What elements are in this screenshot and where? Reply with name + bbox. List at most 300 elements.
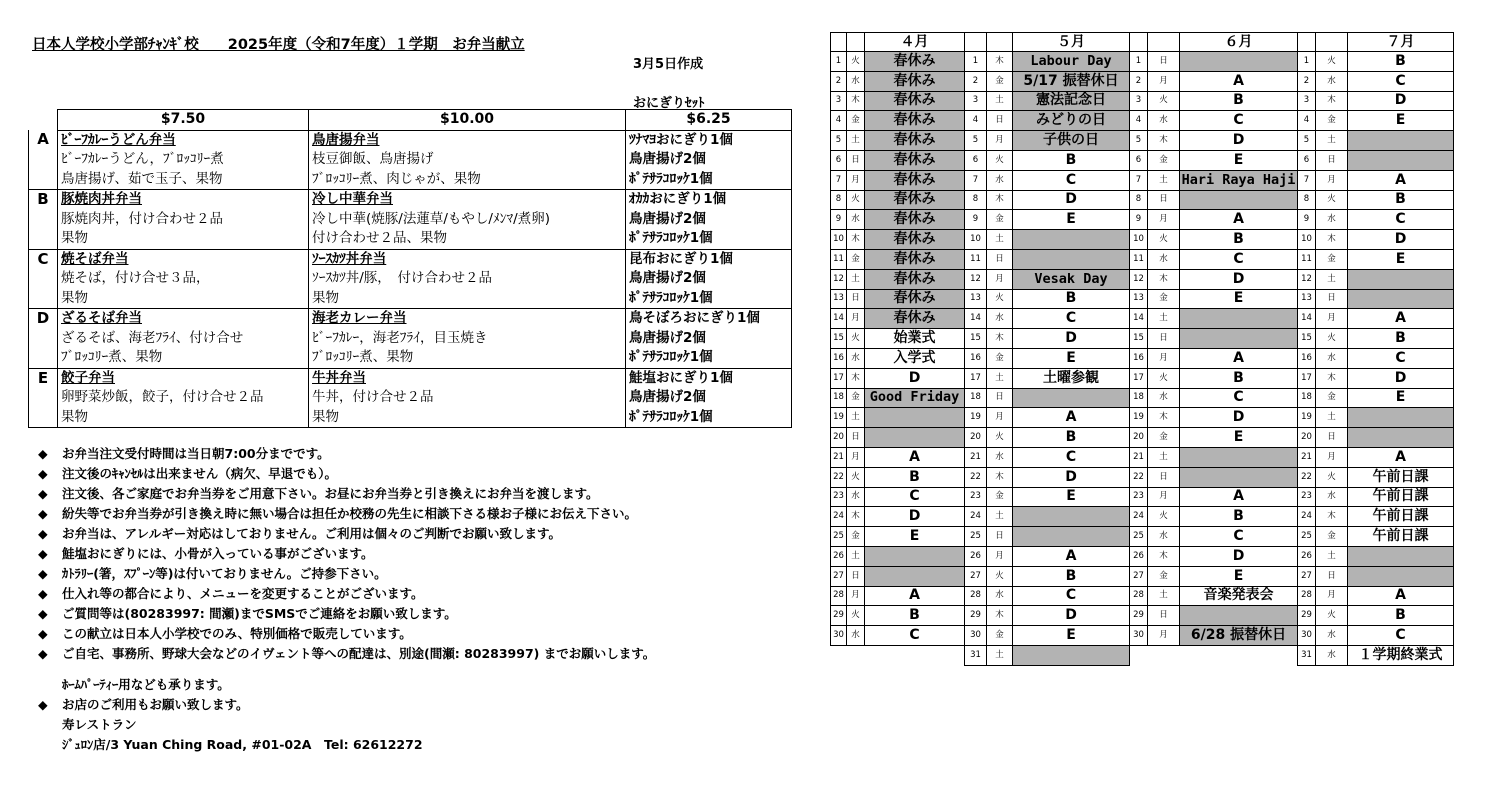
- day-number: 1: [1130, 52, 1148, 72]
- weekday: 火: [1148, 507, 1180, 527]
- day-number: 13: [1130, 289, 1148, 309]
- weekday: 火: [987, 289, 1013, 309]
- day-menu: 始業式: [865, 329, 965, 349]
- day-number: 17: [1298, 368, 1316, 388]
- day-menu: A: [1180, 210, 1298, 230]
- day-menu: [1013, 230, 1130, 250]
- notes-list: [38, 444, 655, 664]
- footer: [38, 675, 423, 755]
- day-number: 13: [1298, 289, 1316, 309]
- weekday: 木: [987, 190, 1013, 210]
- note-text: ご質問等は(80283997: 間瀬)までSMSでご連絡をお願い致します。: [62, 606, 457, 621]
- day-menu: [1013, 527, 1130, 547]
- weekday: 金: [987, 348, 1013, 368]
- day-menu: B: [1180, 507, 1298, 527]
- weekday: 日: [1316, 566, 1348, 586]
- menu-row: [29, 190, 792, 210]
- weekday: 水: [1148, 527, 1180, 547]
- weekday: 木: [1148, 546, 1180, 566]
- onigiri-item: 鳥唐揚げ2個: [626, 388, 792, 408]
- day-number: 29: [1130, 606, 1148, 626]
- weekday: 日: [987, 527, 1013, 547]
- onigiri-item: 鳥唐揚げ2個: [626, 150, 792, 170]
- day-menu: C: [1180, 249, 1298, 269]
- day-number: 15: [831, 329, 847, 349]
- menu-row: [29, 249, 792, 269]
- day-menu: D: [865, 368, 965, 388]
- menu-item: ﾋﾞｰﾌｶﾚｰうどん，ﾌﾞﾛｯｺﾘｰ煮: [58, 150, 309, 170]
- onigiri-item: ﾂﾅﾏﾖおにぎり1個: [626, 130, 792, 150]
- menu-letter: C: [29, 249, 58, 269]
- menu-item: 焼そば，付け合せ３品，: [58, 269, 309, 289]
- weekday: 火: [1316, 606, 1348, 626]
- menu-item: 鳥唐揚げ、茹で玉子、果物: [58, 170, 309, 190]
- day-number: 21: [831, 447, 847, 467]
- day-number: 24: [1298, 507, 1316, 527]
- day-menu: E: [865, 527, 965, 547]
- weekday: 月: [847, 309, 865, 329]
- day-menu: Labour Day: [1013, 52, 1130, 72]
- menu-letter: [29, 170, 58, 190]
- day-menu: A: [1348, 447, 1454, 467]
- day-number: 9: [1298, 210, 1316, 230]
- day-number: 25: [1298, 527, 1316, 547]
- calendar-row: [831, 71, 1454, 91]
- day-menu: B: [865, 606, 965, 626]
- onigiri-item: ﾎﾟﾃｻﾗｺﾛｯｹ1個: [626, 170, 792, 190]
- menu-row: [29, 150, 792, 170]
- day-menu: D: [1013, 467, 1130, 487]
- calendar-row: [831, 52, 1454, 72]
- day-menu: B: [1348, 329, 1454, 349]
- bullet: ◆: [38, 697, 48, 712]
- day-menu: [1013, 507, 1130, 527]
- day-number: 7: [1130, 170, 1148, 190]
- month-may: ５月: [1013, 33, 1130, 52]
- day-number: 30: [831, 626, 847, 646]
- day-menu: A: [1348, 586, 1454, 606]
- day-number: 18: [1298, 388, 1316, 408]
- day-menu: D: [1013, 606, 1130, 626]
- day-menu: C: [1348, 210, 1454, 230]
- calendar-row: [831, 467, 1454, 487]
- day-number: 9: [1130, 210, 1148, 230]
- day-number: 13: [965, 289, 987, 309]
- weekday: 水: [1148, 249, 1180, 269]
- weekday: 日: [847, 428, 865, 448]
- weekday: 月: [1316, 170, 1348, 190]
- day-number: 24: [1130, 507, 1148, 527]
- menu-row: [29, 309, 792, 329]
- weekday: 水: [1316, 626, 1348, 646]
- day-menu: [1013, 388, 1130, 408]
- calendar-row: [831, 91, 1454, 111]
- menu-item: ﾌﾞﾛｯｺﾘｰ煮、肉じゃが、果物: [309, 170, 626, 190]
- day-number: 4: [965, 111, 987, 131]
- day-number: 10: [1130, 230, 1148, 250]
- menu-letter: [29, 408, 58, 428]
- onigiri-item: ﾎﾟﾃｻﾗｺﾛｯｹ1個: [626, 348, 792, 368]
- weekday: 土: [1316, 408, 1348, 428]
- day-menu: D: [1180, 546, 1298, 566]
- weekday: 日: [987, 388, 1013, 408]
- day-menu: 春休み: [865, 230, 965, 250]
- day-menu: 春休み: [865, 269, 965, 289]
- calendar-row: [831, 428, 1454, 448]
- weekday: 水: [1316, 348, 1348, 368]
- menu-row: [29, 348, 792, 368]
- note-item: [38, 524, 655, 544]
- day-menu: D: [1348, 230, 1454, 250]
- day-menu: 春休み: [865, 91, 965, 111]
- weekday: 土: [1148, 447, 1180, 467]
- weekday: 水: [847, 71, 865, 91]
- weekday: 金: [847, 527, 865, 547]
- note-item: [38, 584, 655, 604]
- day-menu: C: [1348, 71, 1454, 91]
- weekday: 金: [847, 249, 865, 269]
- day-number: 1: [831, 52, 847, 72]
- weekday: 日: [847, 150, 865, 170]
- day-number: 4: [1298, 111, 1316, 131]
- weekday: 金: [987, 626, 1013, 646]
- weekday: 金: [1316, 111, 1348, 131]
- calendar-row: [831, 210, 1454, 230]
- day-number: 2: [1130, 71, 1148, 91]
- day-number: 6: [1298, 150, 1316, 170]
- day-menu: B: [1013, 150, 1130, 170]
- day-number: 23: [831, 487, 847, 507]
- day-number: 28: [1298, 586, 1316, 606]
- calendar-row: [831, 249, 1454, 269]
- onigiri-item: ｵｶｶおにぎり1個: [626, 190, 792, 210]
- weekday: 土: [987, 368, 1013, 388]
- onigiri-item: ﾎﾟﾃｻﾗｺﾛｯｹ1個: [626, 408, 792, 428]
- note-text: 鮭塩おにぎりには、小骨が入っている事がございます。: [62, 546, 374, 561]
- weekday: 金: [847, 111, 865, 131]
- day-number: 12: [1298, 269, 1316, 289]
- weekday: 火: [847, 52, 865, 72]
- menu-letter: [29, 150, 58, 170]
- day-number: 9: [965, 210, 987, 230]
- weekday: 金: [987, 210, 1013, 230]
- day-menu: 6/28 振替休日: [1180, 626, 1298, 646]
- menu-letter: A: [29, 130, 58, 150]
- day-menu: [1180, 606, 1298, 626]
- weekday: 日: [1316, 150, 1348, 170]
- day-number: 11: [965, 249, 987, 269]
- day-menu: E: [1013, 348, 1130, 368]
- day-menu: 春休み: [865, 289, 965, 309]
- day-number: 2: [1298, 71, 1316, 91]
- note-item: [38, 484, 655, 504]
- weekday: 日: [1148, 190, 1180, 210]
- day-number: 7: [831, 170, 847, 190]
- day-menu: E: [1348, 249, 1454, 269]
- day-number: 13: [831, 289, 847, 309]
- menu-item: 牛丼，付け合せ２品: [309, 388, 626, 408]
- day-number: 3: [965, 91, 987, 111]
- weekday: 木: [847, 91, 865, 111]
- weekday: 火: [1316, 329, 1348, 349]
- weekday: 土: [1148, 586, 1180, 606]
- day-number: 31: [1298, 645, 1316, 665]
- calendar-row: [831, 626, 1454, 646]
- month-april: ４月: [865, 33, 965, 52]
- weekday: 木: [847, 230, 865, 250]
- calendar-row: [831, 230, 1454, 250]
- dish-name: ﾋﾞｰﾌｶﾚｰうどん弁当: [61, 131, 176, 148]
- day-number: 3: [831, 91, 847, 111]
- weekday: 水: [1148, 388, 1180, 408]
- day-menu: A: [1180, 348, 1298, 368]
- weekday: 木: [1148, 131, 1180, 151]
- menu-cell: [58, 130, 309, 150]
- weekday: 土: [1148, 170, 1180, 190]
- weekday: 金: [1316, 249, 1348, 269]
- day-menu: [1348, 546, 1454, 566]
- day-menu: [1180, 467, 1298, 487]
- day-menu: [865, 428, 965, 448]
- price-header-2: $10.00: [309, 110, 626, 131]
- day-menu: C: [1348, 626, 1454, 646]
- day-menu: B: [865, 467, 965, 487]
- day-menu: E: [1013, 487, 1130, 507]
- day-number: 3: [1298, 91, 1316, 111]
- day-menu: D: [1013, 329, 1130, 349]
- dish-name: 焼そば弁当: [61, 250, 129, 267]
- day-number: 1: [1298, 52, 1316, 72]
- weekday: 月: [987, 131, 1013, 151]
- menu-cell: [58, 368, 309, 388]
- day-menu: 入学式: [865, 348, 965, 368]
- weekday: 木: [987, 606, 1013, 626]
- weekday: 日: [987, 111, 1013, 131]
- weekday: 土: [1148, 309, 1180, 329]
- note-item: [38, 604, 655, 624]
- calendar-row: [831, 348, 1454, 368]
- note-text: 注文後、各ご家庭でお弁当券をご用意下さい。お昼にお弁当券と引き換えにお弁当を渡します。: [62, 486, 599, 501]
- day-number: 8: [1130, 190, 1148, 210]
- weekday: 月: [847, 170, 865, 190]
- menu-row: [29, 329, 792, 349]
- day-menu: E: [1348, 111, 1454, 131]
- day-number: 11: [1130, 249, 1148, 269]
- calendar-row: [831, 606, 1454, 626]
- day-number: 30: [1130, 626, 1148, 646]
- day-number: 24: [965, 507, 987, 527]
- weekday: 水: [847, 487, 865, 507]
- day-number: 5: [831, 131, 847, 151]
- day-number: 14: [1130, 309, 1148, 329]
- menu-item: 果物: [58, 289, 309, 309]
- calendar-row: [831, 487, 1454, 507]
- day-number: 7: [965, 170, 987, 190]
- day-number: 3: [1130, 91, 1148, 111]
- day-menu: A: [865, 586, 965, 606]
- day-menu: [865, 546, 965, 566]
- calendar-row: [831, 566, 1454, 586]
- menu-cell: [309, 130, 626, 150]
- day-number: 17: [965, 368, 987, 388]
- day-number: 18: [1130, 388, 1148, 408]
- menu-letter: D: [29, 309, 58, 329]
- menu-letter: [29, 210, 58, 230]
- onigiri-item: 鳥唐揚げ2個: [626, 210, 792, 230]
- day-menu: [1180, 190, 1298, 210]
- day-number: 23: [1130, 487, 1148, 507]
- restaurant-name: 寿レストラン: [62, 717, 137, 732]
- calendar-row: [831, 309, 1454, 329]
- weekday: 水: [1316, 210, 1348, 230]
- day-number: 14: [1298, 309, 1316, 329]
- day-menu: C: [865, 626, 965, 646]
- day-number: 24: [831, 507, 847, 527]
- weekday: 火: [847, 606, 865, 626]
- day-menu: [1180, 447, 1298, 467]
- day-menu: E: [1180, 566, 1298, 586]
- note-text: 注文後のｷｬﾝｾﾙは出来ません（病欠、早退でも）。: [62, 466, 338, 481]
- day-number: 26: [965, 546, 987, 566]
- menu-cell: [309, 368, 626, 388]
- menu-item: 枝豆御飯、鳥唐揚げ: [309, 150, 626, 170]
- note-item: [38, 444, 655, 464]
- weekday: 木: [1148, 408, 1180, 428]
- weekday: 土: [847, 269, 865, 289]
- weekday: 木: [1316, 91, 1348, 111]
- day-number: 16: [1298, 348, 1316, 368]
- menu-letter: [29, 289, 58, 309]
- dish-name: ｿｰｽｶﾂ丼弁当: [312, 250, 387, 267]
- day-menu: D: [1348, 368, 1454, 388]
- weekday: 火: [1148, 230, 1180, 250]
- day-menu: [1013, 249, 1130, 269]
- calendar-row: [831, 447, 1454, 467]
- day-menu: Vesak Day: [1013, 269, 1130, 289]
- restaurant-address: ｼﾞｭﾛﾝ店/3 Yuan Ching Road, #01-02A Tel: 62612272: [62, 737, 423, 752]
- weekday: 水: [1316, 71, 1348, 91]
- day-menu: D: [1180, 269, 1298, 289]
- day-number: 9: [831, 210, 847, 230]
- menu-row: [29, 269, 792, 289]
- bullet: ◆: [38, 486, 48, 501]
- day-number: 30: [1298, 626, 1316, 646]
- day-menu: 子供の日: [1013, 131, 1130, 151]
- bullet: ◆: [38, 626, 48, 641]
- price-header-1: $7.50: [58, 110, 309, 131]
- day-menu: 音楽発表会: [1180, 586, 1298, 606]
- weekday: 火: [847, 190, 865, 210]
- day-menu: 春休み: [865, 309, 965, 329]
- bullet: ◆: [38, 526, 48, 541]
- weekday: 水: [987, 447, 1013, 467]
- calendar-row: [831, 269, 1454, 289]
- day-menu: みどりの日: [1013, 111, 1130, 131]
- weekday: 木: [1148, 269, 1180, 289]
- bullet: ◆: [38, 646, 48, 661]
- day-number: 10: [831, 230, 847, 250]
- bullet: ◆: [38, 606, 48, 621]
- day-menu: [1013, 645, 1130, 665]
- calendar-row: [831, 388, 1454, 408]
- weekday: 土: [847, 408, 865, 428]
- weekday: [1148, 645, 1180, 665]
- day-menu: D: [1013, 190, 1130, 210]
- day-menu: E: [1348, 388, 1454, 408]
- day-number: 15: [1298, 329, 1316, 349]
- menu-item: 付け合わせ２品、果物: [309, 229, 626, 249]
- day-menu: B: [1348, 52, 1454, 72]
- day-menu: A: [865, 447, 965, 467]
- weekday: 月: [1316, 586, 1348, 606]
- weekday: 土: [847, 546, 865, 566]
- day-menu: 春休み: [865, 210, 965, 230]
- day-menu: Hari Raya Haji: [1180, 170, 1298, 190]
- note-item: [38, 464, 655, 484]
- onigiri-item: ﾎﾟﾃｻﾗｺﾛｯｹ1個: [626, 289, 792, 309]
- menu-row: [29, 289, 792, 309]
- weekday: 水: [987, 586, 1013, 606]
- weekday: 土: [987, 645, 1013, 665]
- day-number: 17: [1130, 368, 1148, 388]
- weekday: 月: [1148, 210, 1180, 230]
- day-menu: 土曜参観: [1013, 368, 1130, 388]
- menu-item: 果物: [58, 229, 309, 249]
- weekday: 火: [1148, 368, 1180, 388]
- weekday: 水: [987, 309, 1013, 329]
- weekday: 日: [1148, 606, 1180, 626]
- weekday: 木: [847, 507, 865, 527]
- calendar-row: [831, 586, 1454, 606]
- menu-letter: [29, 388, 58, 408]
- day-number: 8: [831, 190, 847, 210]
- weekday: 日: [847, 566, 865, 586]
- day-menu: Good Friday: [865, 388, 965, 408]
- day-number: 28: [965, 586, 987, 606]
- day-number: 19: [965, 408, 987, 428]
- bento-menu-table: [28, 109, 792, 428]
- day-menu: E: [1180, 289, 1298, 309]
- day-menu: C: [1013, 447, 1130, 467]
- day-number: 19: [1298, 408, 1316, 428]
- day-number: 15: [965, 329, 987, 349]
- note-item: [38, 564, 655, 584]
- weekday: 火: [987, 566, 1013, 586]
- day-menu: B: [1013, 566, 1130, 586]
- day-menu: B: [1180, 230, 1298, 250]
- day-number: 19: [1130, 408, 1148, 428]
- day-number: 14: [831, 309, 847, 329]
- day-number: 4: [831, 111, 847, 131]
- menu-cell: [309, 309, 626, 329]
- weekday: 土: [847, 131, 865, 151]
- weekday: 月: [987, 269, 1013, 289]
- day-number: 10: [1298, 230, 1316, 250]
- bullet: ◆: [38, 466, 48, 481]
- day-menu: B: [1348, 190, 1454, 210]
- note-item: [38, 624, 655, 644]
- day-number: 14: [965, 309, 987, 329]
- day-number: 18: [965, 388, 987, 408]
- dish-name: 牛丼弁当: [312, 369, 366, 386]
- weekday: 土: [987, 230, 1013, 250]
- day-menu: [1348, 289, 1454, 309]
- calendar-row: [831, 170, 1454, 190]
- day-menu: [865, 645, 965, 665]
- weekday: 日: [1148, 467, 1180, 487]
- day-number: 6: [1130, 150, 1148, 170]
- day-menu: [1180, 329, 1298, 349]
